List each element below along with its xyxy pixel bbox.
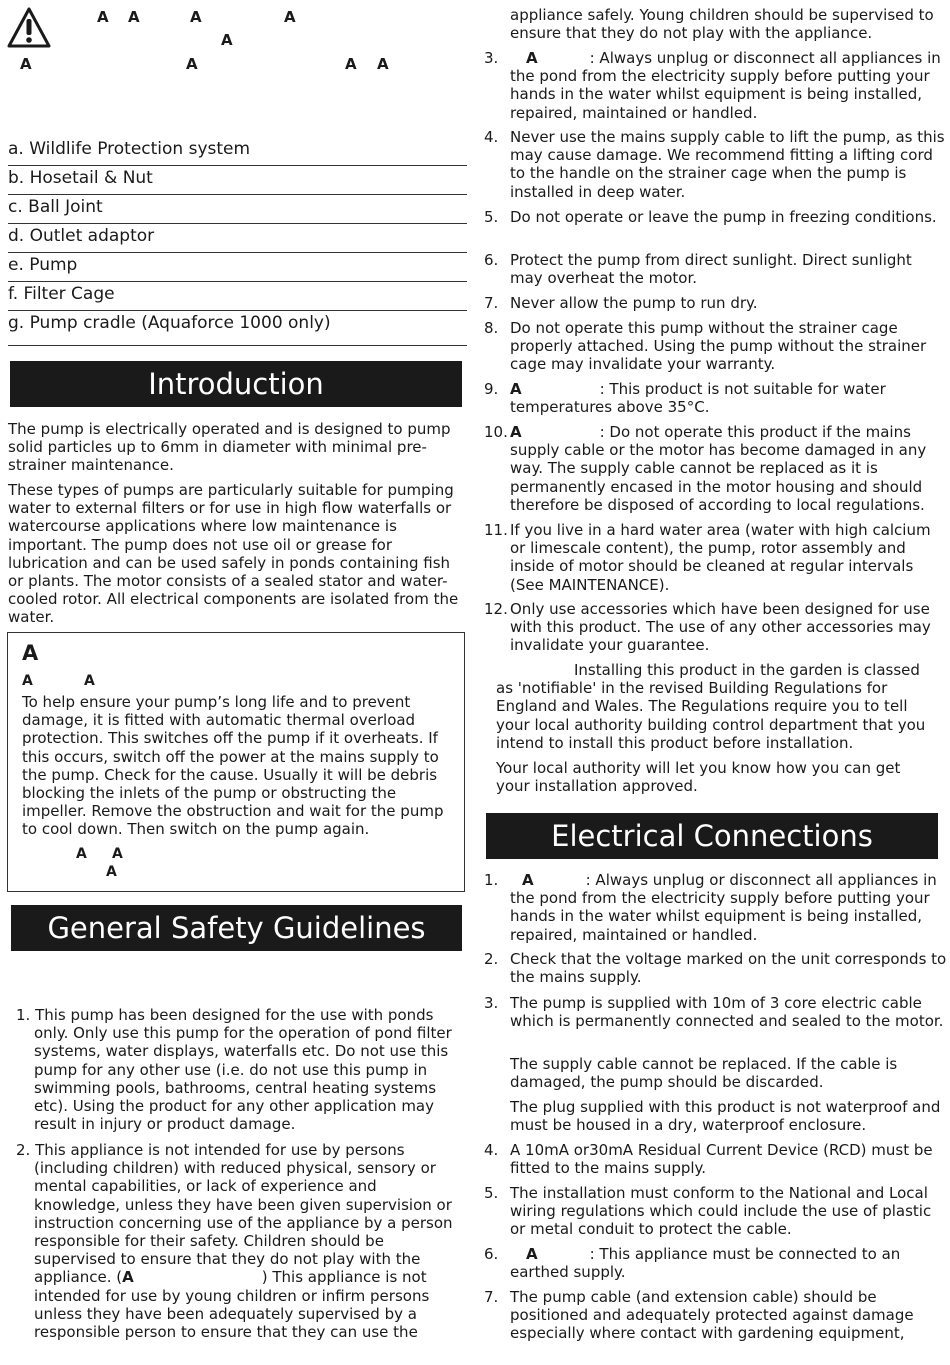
item-text: : This product is not suitable for water temperatures above 35°C. (510, 380, 886, 417)
item-glyph: A (510, 380, 522, 398)
safety-item (484, 128, 948, 201)
item-text: : Do not operate this product if the mains supply cable or the motor has become damaged in any way. The supply cable cannot be replaced as it is permanently encased in the motor housing and should therefore be disposed of according to local regulations. (510, 423, 927, 514)
note-glyph: A (106, 864, 117, 880)
electrical-item (484, 994, 948, 1030)
safety-item-continued (484, 6, 948, 42)
note-glyph: A (22, 673, 33, 689)
parts-list-item: c. Ball Joint (8, 195, 467, 224)
safety-item (8, 1006, 464, 1133)
item-number: 4. (484, 1141, 499, 1159)
warning-glyph: A (221, 31, 233, 49)
electrical-item (484, 1141, 948, 1177)
parts-list-item: d. Outlet adaptor (8, 224, 467, 253)
item-glyph: A (522, 871, 534, 889)
parts-list-item: b. Hosetail & Nut (8, 166, 467, 195)
safety-item-text (8, 1141, 464, 1341)
note-body: To help ensure your pump’s long life and to prevent damage, it is fitted with automatic thermal overload protection. This switches off the pump if it overheats. If this occurs, switch off the power at the mains supply to the pump. Check for the cause. Usually it will be debris blocking the inlets of the pump or obstructing the impeller. Remove the obstruction and wait for the pump to cool down. Then switch on the pump again. (22, 693, 444, 839)
item-number: 9. (484, 380, 499, 398)
item-number: 11. (484, 521, 508, 539)
warning-glyph: A (20, 55, 32, 73)
safety-item-text (510, 49, 948, 122)
item-number: 7. (484, 1288, 499, 1306)
item-text: The installation must conform to the National and Local wiring regulations which could include the use of plastic or metal conduit to protect the cable. (510, 1184, 932, 1239)
item-glyph: A (526, 1245, 538, 1263)
warning-glyph: A (128, 8, 140, 26)
item-text: Protect the pump from direct sunlight. Direct sunlight may overheat the motor. (510, 251, 912, 288)
note-glyph: A (76, 846, 87, 862)
warning-glyph: A (345, 55, 357, 73)
note-glyph: A (84, 673, 95, 689)
item-number: 12. (484, 600, 508, 618)
general-safety-heading: General Safety Guidelines (11, 905, 462, 951)
parts-list-divider (8, 345, 467, 346)
thermal-protection-note (7, 632, 465, 892)
introduction-paragraph: These types of pumps are particularly suitable for pumping water to external filters or for use in high flow waterfalls or watercourse applications where low maintenance is important. The pump does not use oil or grease for lubrication and can be used safely in ponds containing fish or plants. The motor consists of a sealed stator and water-cooled rotor. All electrical components are isolated from the water. (8, 481, 459, 627)
electrical-item (484, 1245, 948, 1281)
electrical-item (484, 1184, 948, 1239)
safety-item (484, 423, 948, 514)
item-text: Check that the voltage marked on the unit corresponds to the mains supply. (510, 950, 947, 987)
item-text: The supply cable cannot be replaced. If the cable is damaged, the pump should be discarded. (510, 1055, 898, 1092)
item-text: Never allow the pump to run dry. (510, 294, 758, 312)
item-text: Never use the mains supply cable to lift the pump, as this may cause damage. We recommend fitting a lifting cord to the handle on the strainer cage when the pump is installed in deep water. (510, 128, 945, 201)
safety-item (484, 208, 948, 226)
safety-item (484, 294, 948, 312)
electrical-item (484, 1288, 948, 1343)
parts-list-item: a. Wildlife Protection system (8, 137, 467, 166)
item-number: 10. (484, 423, 508, 441)
item-text: The pump cable (and extension cable) should be positioned and adequately protected against damage especially where contact with gardening equipment, (510, 1288, 914, 1343)
item-text: : Always unplug or disconnect all appliances in the pond from the electricity supply before putting your hands in the water whilst equipment is being installed, repaired, maintained or handled. (510, 871, 937, 944)
introduction-heading: Introduction (10, 361, 462, 407)
safety-item-glyph: A (122, 1268, 134, 1287)
warning-glyph: A (377, 55, 389, 73)
safety-item (484, 251, 948, 287)
electrical-item (484, 871, 948, 944)
safety-item (484, 319, 948, 374)
safety-item (484, 49, 948, 122)
safety-item (484, 521, 948, 594)
item-number: 7. (484, 294, 499, 312)
safety-item-text-part: ) This appliance is not intended for use by young children or infirm persons unless they have been adequately supervised by a responsible person to ensure that they can use the (34, 1268, 430, 1342)
safety-item (484, 380, 948, 416)
item-number: 2. (484, 950, 499, 968)
note-heading-glyph: A (22, 641, 39, 665)
safety-item-text (510, 423, 948, 514)
item-text: Do not operate or leave the pump in freezing conditions. (510, 208, 937, 226)
parts-list-item: g. Pump cradle (Aquaforce 1000 only) (8, 313, 331, 333)
safety-item-text-part: 2. This appliance is not intended for use by persons (including children) with reduced physical, sensory or mental capabilities, or lack of experience and knowledge, unless they have been given supervision or instruction concerning use of the appliance by a person responsible for their safety. Children should be supervised to ensure that they do not play with the appliance. ( (16, 1141, 453, 1287)
parts-list-item: e. Pump (8, 253, 467, 282)
safety-item (8, 1141, 464, 1341)
item-number: 1. (484, 871, 499, 889)
electrical-item (484, 1098, 948, 1134)
item-text: : This appliance must be connected to an earthed supply. (510, 1245, 901, 1282)
warning-glyph: A (284, 8, 296, 26)
item-text: Only use accessories which have been designed for use with this product. The use of any other accessories may invalidate your guarantee. (510, 600, 931, 655)
electrical-item-text (510, 871, 948, 944)
safety-item-text: 1. This pump has been designed for the use with ponds only. Only use this pump for the operation of pond filter systems, water displays, waterfalls etc. Do not use this pump for any other use (i.e. do not use this pump in swimming pools, bathrooms, central heating systems etc). Using the product for any other application may result in injury or product damage. (16, 1006, 452, 1134)
note-glyph: A (112, 846, 123, 862)
item-number: 5. (484, 1184, 499, 1202)
item-number: 8. (484, 319, 499, 337)
warning-glyph: A (97, 8, 109, 26)
right-column (476, 0, 950, 1365)
item-text: The plug supplied with this product is not waterproof and must be housed in a dry, waterproof enclosure. (510, 1098, 941, 1135)
item-glyph: A (526, 49, 538, 67)
safety-item-text (510, 380, 948, 416)
item-text: A 10mA or30mA Residual Current Device (RCD) must be fitted to the mains supply. (510, 1141, 933, 1178)
item-number: 6. (484, 251, 499, 269)
warning-triangle-icon (6, 6, 52, 50)
building-regulations-paragraph: Installing this product in the garden is classed as 'notifiable' in the revised Building Regulations for England and Wales. The Regulations require you to tell your local authority building control department that you intend to install this product before installation. (496, 661, 926, 752)
warning-glyph: A (190, 8, 202, 26)
introduction-paragraph: The pump is electrically operated and is designed to pump solid particles up to 6mm in diameter with minimal pre-strainer maintenance. (8, 420, 451, 475)
parts-list (8, 137, 467, 339)
item-number: 6. (484, 1245, 499, 1263)
electrical-item (484, 1055, 948, 1091)
item-number: 5. (484, 208, 499, 226)
item-text: If you live in a hard water area (water with high calcium or limescale content), the pump, rotor assembly and inside of motor should be cleaned at regular intervals (See MAINTENANCE). (510, 521, 931, 594)
electrical-item (484, 950, 948, 986)
local-authority-paragraph: Your local authority will let you know how you can get your installation approved. (496, 759, 901, 796)
parts-list-item: f. Filter Cage (8, 282, 467, 311)
electrical-item-text (510, 1245, 948, 1281)
item-text: Do not operate this pump without the strainer cage properly attached. Using the pump without the strainer cage may invalidate your warranty. (510, 319, 927, 374)
safety-item-text: appliance safely. Young children should be supervised to ensure that they do not play with the appliance. (510, 6, 934, 43)
warning-glyph: A (186, 55, 198, 73)
item-number: 3. (484, 994, 499, 1012)
item-text: The pump is supplied with 10m of 3 core electric cable which is permanently connected and sealed to the motor. (510, 994, 944, 1031)
item-glyph: A (510, 423, 522, 441)
item-text: : Always unplug or disconnect all appliances in the pond from the electricity supply before putting your hands in the water whilst equipment is being installed, repaired, maintained or handled. (510, 49, 941, 122)
item-number: 4. (484, 128, 499, 146)
item-number: 3. (484, 49, 499, 67)
electrical-connections-heading: Electrical Connections (486, 813, 938, 859)
safety-item (484, 600, 948, 655)
